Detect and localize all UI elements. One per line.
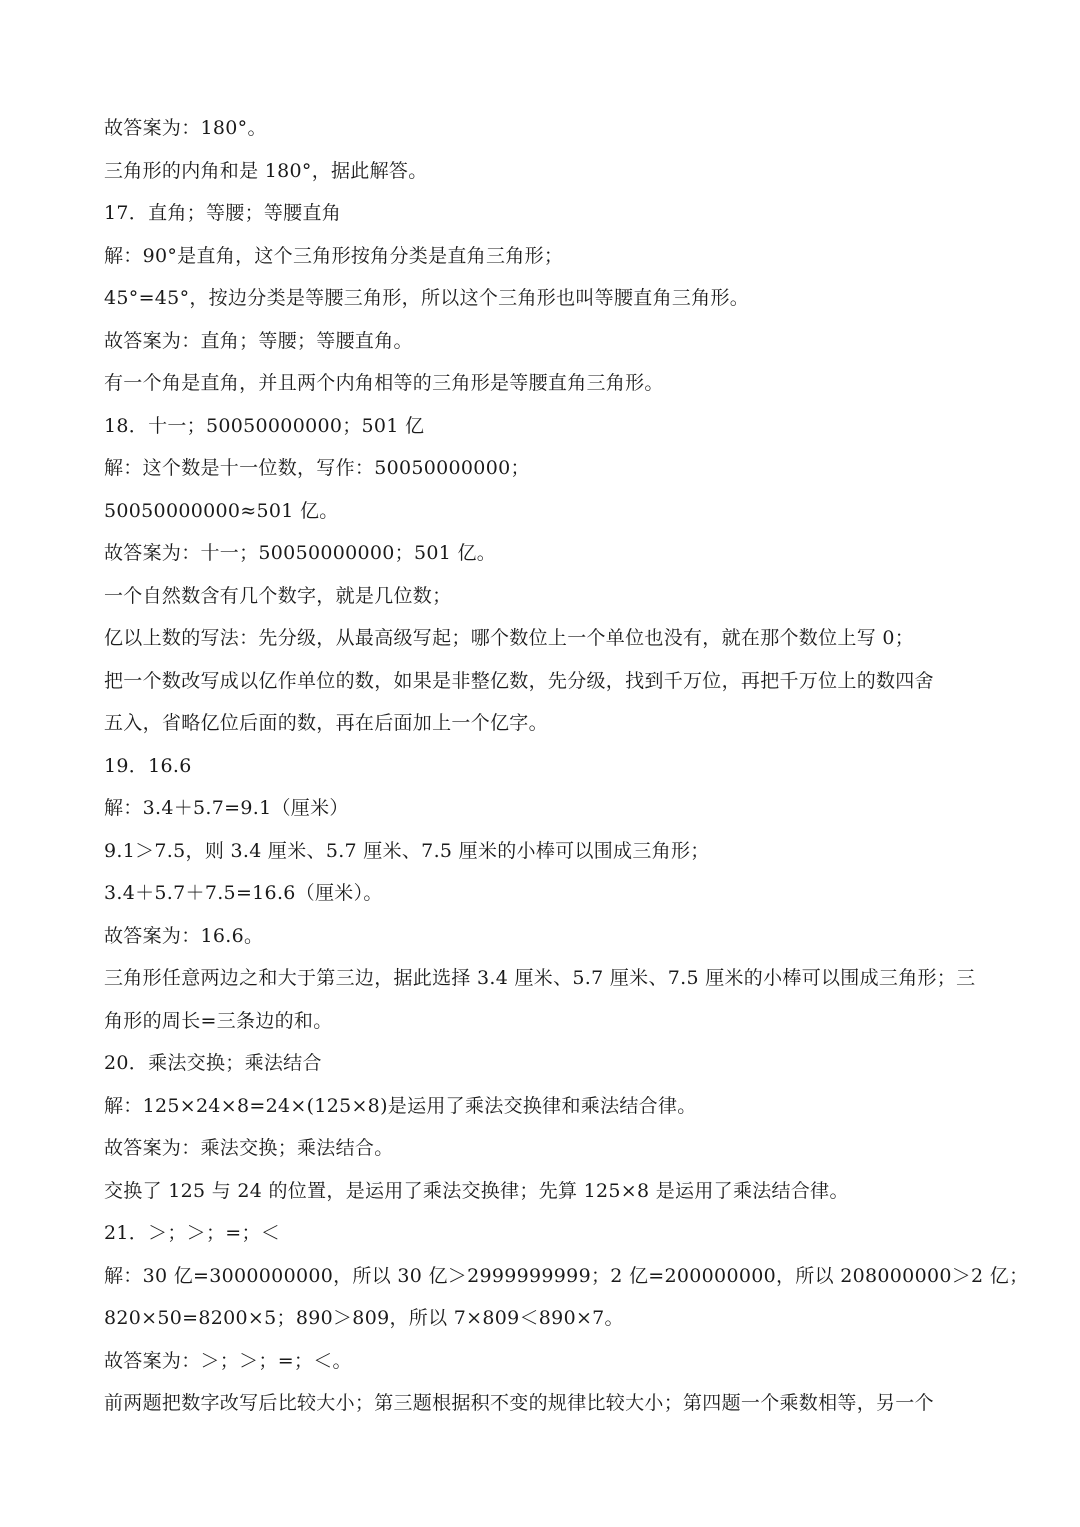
text-line: 解：这个数是十一位数，写作：50050000000； (104, 457, 530, 479)
text-line: 故答案为：乘法交换；乘法结合。 (104, 1137, 394, 1159)
text-line: 45°=45°，按边分类是等腰三角形，所以这个三角形也叫等腰直角三角形。 (104, 287, 750, 309)
text-line: 9.1＞7.5，则 3.4 厘米、5.7 厘米、7.5 厘米的小棒可以围成三角形； (104, 839, 710, 862)
question-19-heading: 19．16.6 (104, 754, 192, 777)
text-line: 故答案为：180°。 (104, 117, 267, 139)
text-line: 解：90°是直角，这个三角形按角分类是直角三角形； (104, 244, 564, 267)
text-line: 3.4＋5.7＋7.5=16.6（厘米）。 (104, 882, 383, 904)
question-21-heading: 21．＞；＞；=；＜ (104, 1222, 281, 1244)
text-line: 亿以上数的写法：先分级，从最高级写起；哪个数位上一个单位也没有，就在那个数位上写 0； (104, 627, 915, 649)
text-line: 故答案为：＞；＞；=；＜。 (104, 1349, 352, 1372)
text-line: 一个自然数含有几个数字，就是几位数； (104, 584, 452, 607)
answer-text-body (104, 107, 1029, 1425)
text-line: 820×50=8200×5；890＞809，所以 7×809＜890×7。 (104, 1307, 624, 1329)
text-line: 解：3.4＋5.7=9.1（厘米） (104, 797, 349, 819)
question-17-heading: 17．直角；等腰；等腰直角 (104, 202, 342, 224)
text-line: 前两题把数字改写后比较大小；第三题根据积不变的规律比较大小；第四题一个乘数相等，另一个 (104, 1392, 934, 1414)
text-line: 角形的周长=三条边的和。 (104, 1009, 333, 1032)
text-line: 故答案为：16.6。 (104, 924, 264, 947)
text-line: 50050000000≈501 亿。 (104, 499, 339, 522)
text-line: 有一个角是直角，并且两个内角相等的三角形是等腰直角三角形。 (104, 372, 664, 394)
text-line: 解：125×24×8=24×(125×8)是运用了乘法交换律和乘法结合律。 (104, 1094, 697, 1117)
text-line: 五入，省略亿位后面的数，再在后面加上一个亿字。 (104, 712, 548, 734)
text-line: 三角形的内角和是 180°，据此解答。 (104, 159, 428, 182)
text-line: 解：30 亿=3000000000，所以 30 亿＞2999999999；2 亿=200000000，所以 208000000＞2 亿； (104, 1264, 1029, 1287)
text-line: 三角形任意两边之和大于第三边，据此选择 3.4 厘米、5.7 厘米、7.5 厘米的小棒可以围成三角形；三 (104, 967, 976, 989)
text-line: 故答案为：十一；50050000000；501 亿。 (104, 542, 497, 564)
text-line: 把一个数改写成以亿作单位的数，如果是非整亿数，先分级，找到千万位，再把千万位上的数四舍 (104, 669, 934, 692)
text-line: 交换了 125 与 24 的位置，是运用了乘法交换律；先算 125×8 是运用了乘法结合律。 (104, 1179, 849, 1202)
question-18-heading: 18．十一；50050000000；501 亿 (104, 414, 425, 437)
text-line: 故答案为：直角；等腰；等腰直角。 (104, 329, 413, 352)
question-20-heading: 20．乘法交换；乘法结合 (104, 1052, 322, 1074)
